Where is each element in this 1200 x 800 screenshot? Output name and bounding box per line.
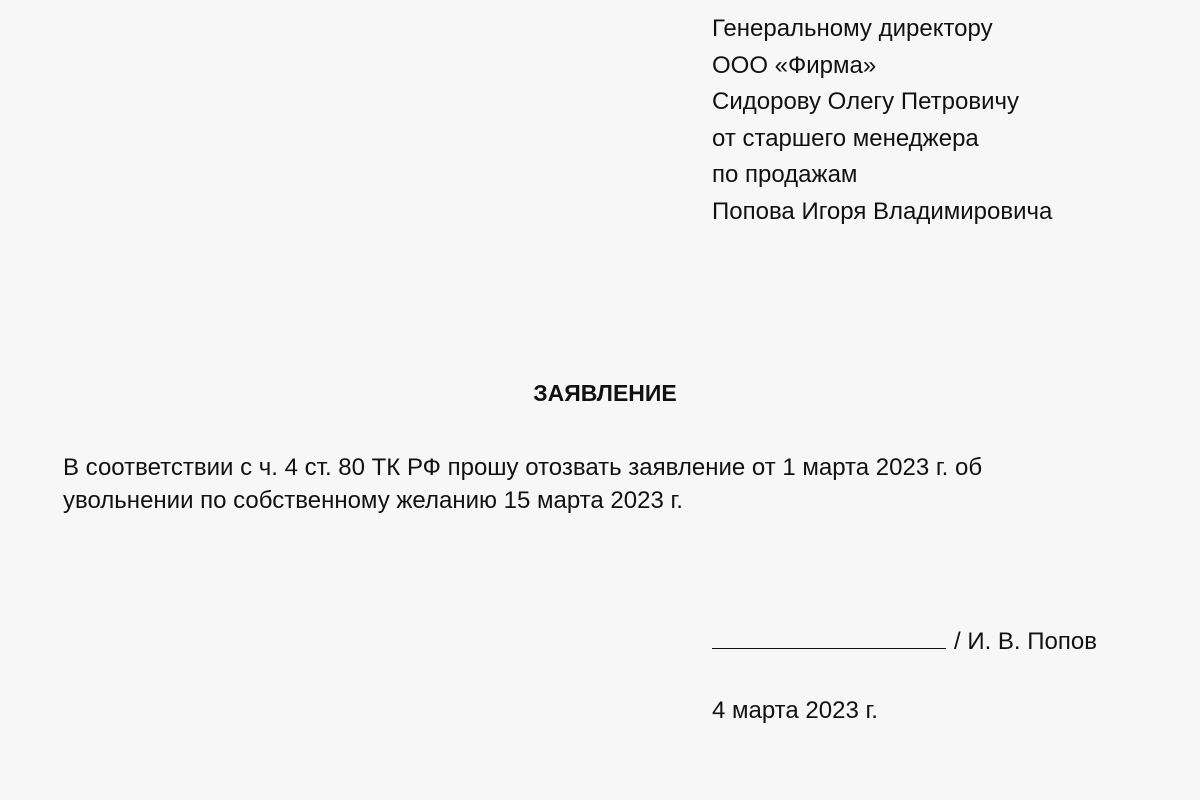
document-title: ЗАЯВЛЕНИЕ xyxy=(533,380,677,406)
addressee-line: от старшего менеджера xyxy=(712,124,979,152)
document-body xyxy=(63,451,1163,517)
addressee-block xyxy=(712,11,1052,231)
body-line: увольнении по собственному желанию 15 марта 2023 г. xyxy=(63,487,683,514)
signature-name: / И. В. Попов xyxy=(954,628,1097,655)
addressee-line: Генеральному директору xyxy=(712,15,993,42)
signature-block xyxy=(712,624,1097,656)
addressee-line: Сидорову Олегу Петровичу xyxy=(712,88,1019,116)
addressee-line: Попова Игоря Владимировича xyxy=(712,197,1053,225)
document-date: 4 марта 2023 г. xyxy=(712,697,878,724)
addressee-line: по продажам xyxy=(712,161,858,189)
signature-line xyxy=(712,624,946,649)
addressee-line: ООО «Фирма» xyxy=(712,51,877,79)
body-line: В соответствии с ч. 4 ст. 80 ТК РФ прошу отозвать заявление от 1 марта 2023 г. об xyxy=(63,454,983,481)
